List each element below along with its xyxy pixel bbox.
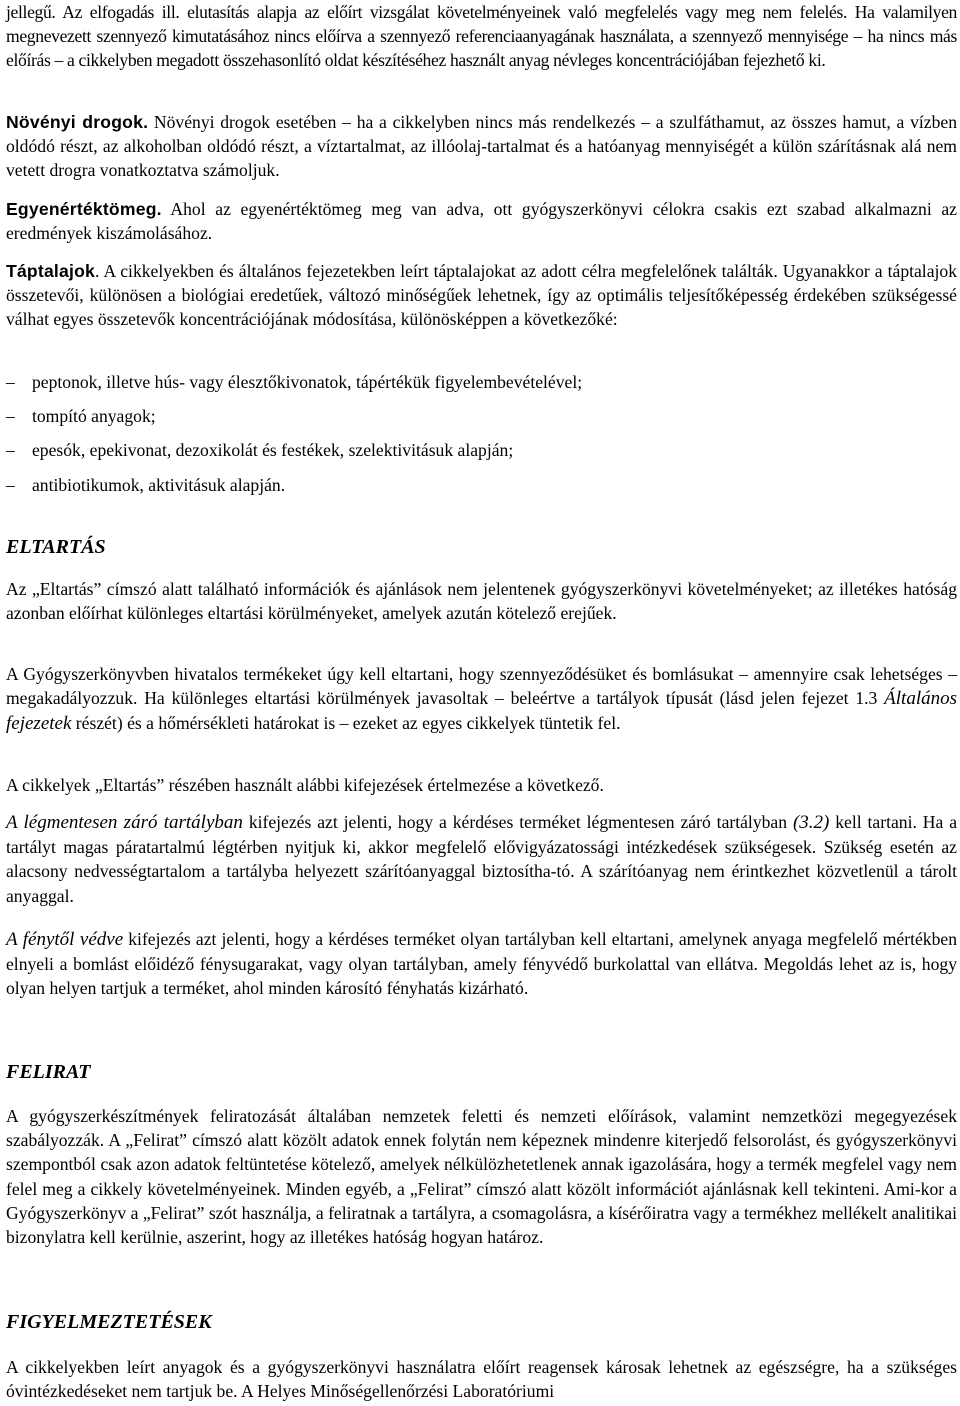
- section-heading-felirat: FELIRAT: [6, 1061, 91, 1083]
- eltartas-paragraph-5: A fénytől védve kifejezés azt jelenti, hogy a kérdéses terméket olyan tartályban kell eltartani, amelynek anyaga megfelelő mértékben elnyeli a bomlást előidéző fénysugarakat, vagy olyan tartályban, amely fényvédő burkolattal van ellátva. Megoldás lehet az is, hogy olyan helyen tartjuk a terméket, ahol minden károsító fényhatás kizárható.: [6, 929, 957, 999]
- dash-bullet: –: [6, 406, 15, 427]
- figyelmeztetesek-p1-block: [6, 1355, 957, 1403]
- eltartas-section: [6, 534, 957, 560]
- eltartas-p2-block: [6, 662, 957, 737]
- italic-term-legmentesen: A légmentesen záró tartályban: [6, 812, 243, 833]
- list-item: – peptonok, illetve hús- vagy élesztőkivonatok, tápértékük figyelembevételével;: [6, 370, 957, 394]
- section-heading-figyelmeztetesek: FIGYELMEZTETÉSEK: [6, 1311, 212, 1333]
- eltartas-p1-block: [6, 577, 957, 625]
- novenyi-text: Növényi drogok esetében – ha a cikkelyben nincs más rendelkezés – a szulfáthamut, az összes hamut, a vízben oldódó részt, az alkoholban oldódó részt, a víztartalmat, az illóolaj-tartalmat és a hatóanyag mennyiségét a külön szárításnak alá nem vetett drogra vonatkoztatva számoljuk.: [6, 112, 957, 181]
- list-item: – tompító anyagok;: [6, 404, 957, 428]
- figyelmeztetesek-section: [6, 1309, 957, 1335]
- egyenertek-term: Egyenértéktömeg.: [6, 199, 162, 219]
- reference-3-2: (3.2): [792, 812, 830, 833]
- italic-term-fenytol: A fénytől védve: [6, 929, 124, 950]
- egyenertek-paragraph: [6, 197, 957, 245]
- felirat-paragraph-1: A gyógyszerkészítmények feliratozását általában nemzetek feletti és nemzeti előírások, valamint nemzetközi megegyezések szabályozzák. A „Felirat” címszó alatt közölt adatok ennek folytán nem képeznek mindenre kiterjedő felsorolást, és gyógyszerkönyvi szempontból csak azon adatok feltüntetése kötelező, amelyek nélkülözhetetlenek annak igazolására, hogy a termék megfelel vagy nem felel meg a cikkely követelményeinek. Minden egyéb, a „Felirat” címszó alatt közölt információt ajánlásnak kell tekinteni. Ami-kor a Gyógyszerkönyv a „Felirat” szót használja, a feliratnak a tartályra, a csomagolásra, a kísérőiratra vagy a termékhez mellékelt analitikai bizonylatra kell kerülnie, aszerint, hogy az illetékes hatóság hogyan határoz.: [6, 1106, 957, 1248]
- inline-italic-reference: Általános fejezetek: [6, 688, 957, 735]
- felirat-p1-block: [6, 1104, 957, 1249]
- taptalajok-term: Táptalajok: [6, 261, 96, 281]
- felirat-section: [6, 1059, 957, 1085]
- eltartas-paragraph-1: Az „Eltartás” címszó alatt található információk és ajánlások nem jelentenek gyógyszerkönyvi követelményeket; az illetékes hatóság azonban előírhat különleges eltartási körülményeket, amelyek azután kötelező erejűek.: [6, 579, 957, 624]
- taptalajok-paragraph: [6, 259, 957, 332]
- novenyi-paragraph: [6, 110, 957, 183]
- eltartas-p5-block: [6, 927, 957, 1001]
- eltartas-paragraph-3: A cikkelyek „Eltartás” részében használt alábbi kifejezések értelmezése a következő.: [6, 775, 604, 795]
- eltartas-p3-block: [6, 773, 957, 797]
- eltartas-paragraph-2: A Gyógyszerkönyvben hivatalos termékeket úgy kell eltartani, hogy szennyeződésüket és bomlásukat – amennyire csak lehetséges – megakadályozzuk. Ha különleges eltartási körülmények javasoltak – beleértve a tartályok típusát (lásd jelen fejezet 1.3 Általános fejezetek részét) és a hőmérsékleti határokat is – ezeket az egyes cikkelyek tüntetik fel.: [6, 664, 957, 735]
- section-heading-eltartas: ELTARTÁS: [6, 536, 106, 558]
- list-item: – epesók, epekivonat, dezoxikolát és festékek, szelektivitásuk alapján;: [6, 438, 957, 462]
- novenyi-block: [6, 110, 957, 183]
- eltartas-paragraph-4: A légmentesen záró tartályban kifejezés azt jelenti, hogy a kérdéses terméket légmentesen záró tartályban (3.2) kell tartani. Ha a tartályt magas páratartalmú légtérben nyitjuk ki, akkor megfelelő elővigyázatossági intézkedések szükségesek. Szükség esetén az alacsony nedvességtartalom a tartályba helyezett szárítóanyaggal biztosítha-tó. A szárítóanyag nem érintkezhet közvetlenül a tárolt anyaggal.: [6, 812, 958, 906]
- taptalajok-list-block: [6, 370, 957, 507]
- eltartas-p4-block: [6, 810, 957, 908]
- novenyi-term: Növényi drogok.: [6, 112, 149, 132]
- taptalajok-text: . A cikkelyekben és általános fejezetekben leírt táptalajokat az adott célra megfelelőnek találták. Ugyanakkor a táptalajok összetevői, különösen a biológiai eredetűek, változó minőségűek lehetnek, így az optimális teljesítőképesség érdekében szükségessé válhat egyes összetevők koncentrációjának módosítása, különösképpen a következőké:: [6, 261, 957, 330]
- figyelmeztetesek-paragraph-1: A cikkelyekben leírt anyagok és a gyógyszerkönyvi használatra előírt reagensek károsak lehetnek az egészségre, ha a szükséges óvintézkedéseket nem tartjuk be. A Helyes Minőségellenőrzési Laboratóriumi: [6, 1357, 957, 1402]
- taptalajok-block: [6, 259, 957, 332]
- taptalajok-list: [6, 370, 957, 497]
- dash-bullet: –: [6, 474, 15, 495]
- dash-bullet: –: [6, 440, 15, 461]
- intro-paragraph: jellegű. Az elfogadás ill. elutasítás alapja az előírt vizsgálat követelményeinek való megfelelés vagy meg nem felelés. Ha valamilyen megnevezett szennyező kimutatásához nincs előírva a szennyező referenciaanyagának használata, a szennyező mennyisége – ha nincs más előírás – a cikkelyben megadott összehasonlító oldat készítéséhez használt anyag névleges koncentrációjában fejezhető ki.: [6, 2, 957, 71]
- intro-block: [6, 0, 957, 73]
- egyenertek-text: Ahol az egyenértéktömeg meg van adva, ott gyógyszerkönyvi célokra csakis ezt szabad alkalmazni az eredmények kiszámolásához.: [6, 199, 957, 244]
- dash-bullet: –: [6, 372, 15, 392]
- egyenertek-block: [6, 197, 957, 245]
- list-item: – antibiotikumok, aktivitásuk alapján.: [6, 473, 957, 497]
